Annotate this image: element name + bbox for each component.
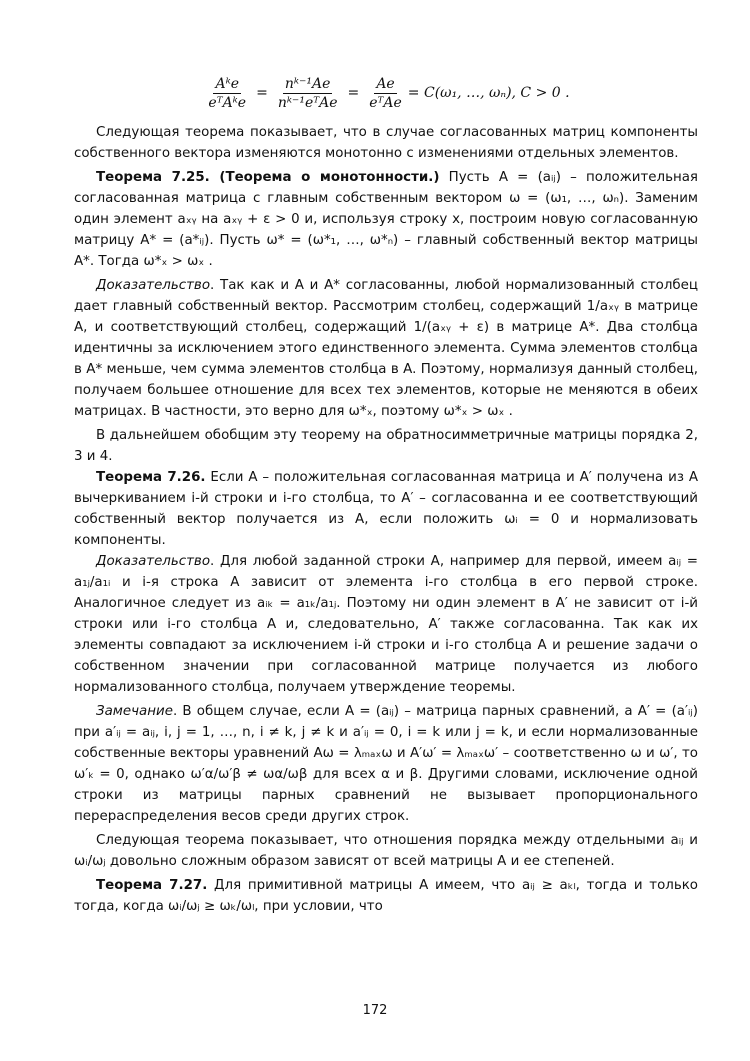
- theorem-7-25: [74, 167, 698, 272]
- theorem-7-27: [74, 875, 698, 917]
- page-number: 172: [362, 1003, 388, 1018]
- proof-label: Доказательство: [96, 554, 211, 569]
- proof-body: . Так как и A и A* согласованны, любой нормализованный столбец дает главный собственный вектор. Рассмотрим столбец, содержащий 1/aₓᵧ в матрице A, и соответствующий столбец, содержащий 1/(aₓᵧ + ε) в матрице A*. Два столбца идентичны за исключением этого единственного элемента. Сумма элементов столбца в A* меньше, чем сумма элементов столбца в A. Поэтому, нормализуя данный столбец, получаем большее отношение для всех тех элементов, которые не меняются в обеих матрицах. В частности, это верно для ω*ₓ, поэтому ω*ₓ > ωₓ .: [74, 278, 698, 419]
- theorem-7-26: [74, 467, 698, 551]
- theorem-title: Теорема 7.27.: [96, 878, 208, 893]
- proof-7-26: [74, 551, 698, 698]
- fraction-denominator: eᵀAᵏe: [208, 94, 247, 111]
- fraction: [206, 75, 248, 112]
- fraction-numerator: Ae: [376, 75, 395, 92]
- proof-7-25: [74, 275, 698, 422]
- remark-label: Замечание: [96, 704, 173, 719]
- theorem-body: Пусть A = (aᵢⱼ) – положительная согласованная матрица с главным собственным вектором ω = (ω₁, …, ωₙ). Заменим один элемент aₓᵧ на aₓᵧ + ε > 0 и, используя строку x, построим новую согласованную матрицу A* = (a*ᵢⱼ). Пусть ω* = (ω*₁, …, ω*ₙ) – главный собственный вектор матрицы A*. Тогда ω*ₓ > ωₓ .: [74, 170, 698, 269]
- fraction-numerator: nᵏ⁻¹Ae: [284, 75, 331, 92]
- theorem-body: Для примитивной матрицы A имеем, что aᵢⱼ ≥ aₖₗ, тогда и только тогда, когда ωᵢ/ωⱼ ≥ ωₖ/ωₗ, при условии, что: [74, 878, 698, 914]
- paragraph-next: Следующая теорема показывает, что отношения порядка между отдельными aᵢⱼ и ωᵢ/ωⱼ довольно сложным образом зависят от всей матрицы A и ее степеней.: [74, 833, 698, 869]
- equals-sign: =: [347, 84, 360, 101]
- fraction: [367, 75, 404, 112]
- proof-body: . Для любой заданной строки A, например для первой, имеем aᵢⱼ = a₁ⱼ/a₁ᵢ и i-я строка A зависит от элемента i-го столбца в его первой строке. Аналогичное следует из aᵢₖ = a₁ₖ/a₁ⱼ. Поэтому ни один элемент в A′ не зависит от i-й строки или i-го столбца A и, следовательно, A′ также согласованна. Так как их элементы совпадают за исключением i-й строки и i-го столбца A и решение задачи о собственном значении при согласованной матрице получается из любого нормализованного столбца, получаем утверждение теоремы.: [74, 554, 698, 695]
- equals-sign: =: [256, 84, 268, 101]
- paragraph-intro: Следующая теорема показывает, что в случае согласованных матриц компоненты собственного вектора изменяются монотонно с изменениями отдельных элементов.: [74, 125, 698, 161]
- fraction-numerator: Aᵏe: [215, 75, 239, 92]
- theorem-title: Теорема 7.25. (Теорема о монотонности.): [96, 170, 440, 185]
- theorem-title: Теорема 7.26.: [96, 470, 206, 485]
- theorem-body: Если A – положительная согласованная матрица и A′ получена из A вычеркиванием i-й строки и i-го столбца, то A′ – согласованна и ее соответствующий собственный вектор получается из A, если положить ωᵢ = 0 и нормализовать компоненты.: [74, 470, 698, 548]
- remark-body: . В общем случае, если A = (aᵢⱼ) – матрица парных сравнений, а A′ = (a′ᵢⱼ) при a′ᵢⱼ = aᵢⱼ, i, j = 1, …, n, i ≠ k, j ≠ k и a′ᵢⱼ = 0, i = k или j = k, и если нормализованные собственные векторы уравнений Aω = λₘₐₓω и A′ω′ = λₘₐₓω′ – соответственно ω и ω′, то ω′ₖ = 0, однако ω′α/ω′β ≠ ωα/ωβ для всех α и β. Другими словами, исключение одной строки из матрицы парных сравнений не вызывает пропорционального перераспределения весов среди других строк.: [74, 704, 698, 824]
- fraction: [276, 75, 340, 112]
- paragraph-generalize: В дальнейшем обобщим эту теорему на обратносимметричные матрицы порядка 2, 3 и 4.: [74, 428, 698, 464]
- remark: [74, 701, 698, 827]
- equation-consistent-vector: [74, 72, 698, 114]
- fraction-denominator: nᵏ⁻¹eᵀAe: [277, 94, 338, 111]
- equation-rhs: = C(ω₁, …, ωₙ), C > 0 .: [407, 84, 570, 101]
- fraction-denominator: eᵀAe: [369, 94, 402, 111]
- proof-label: Доказательство: [96, 278, 211, 293]
